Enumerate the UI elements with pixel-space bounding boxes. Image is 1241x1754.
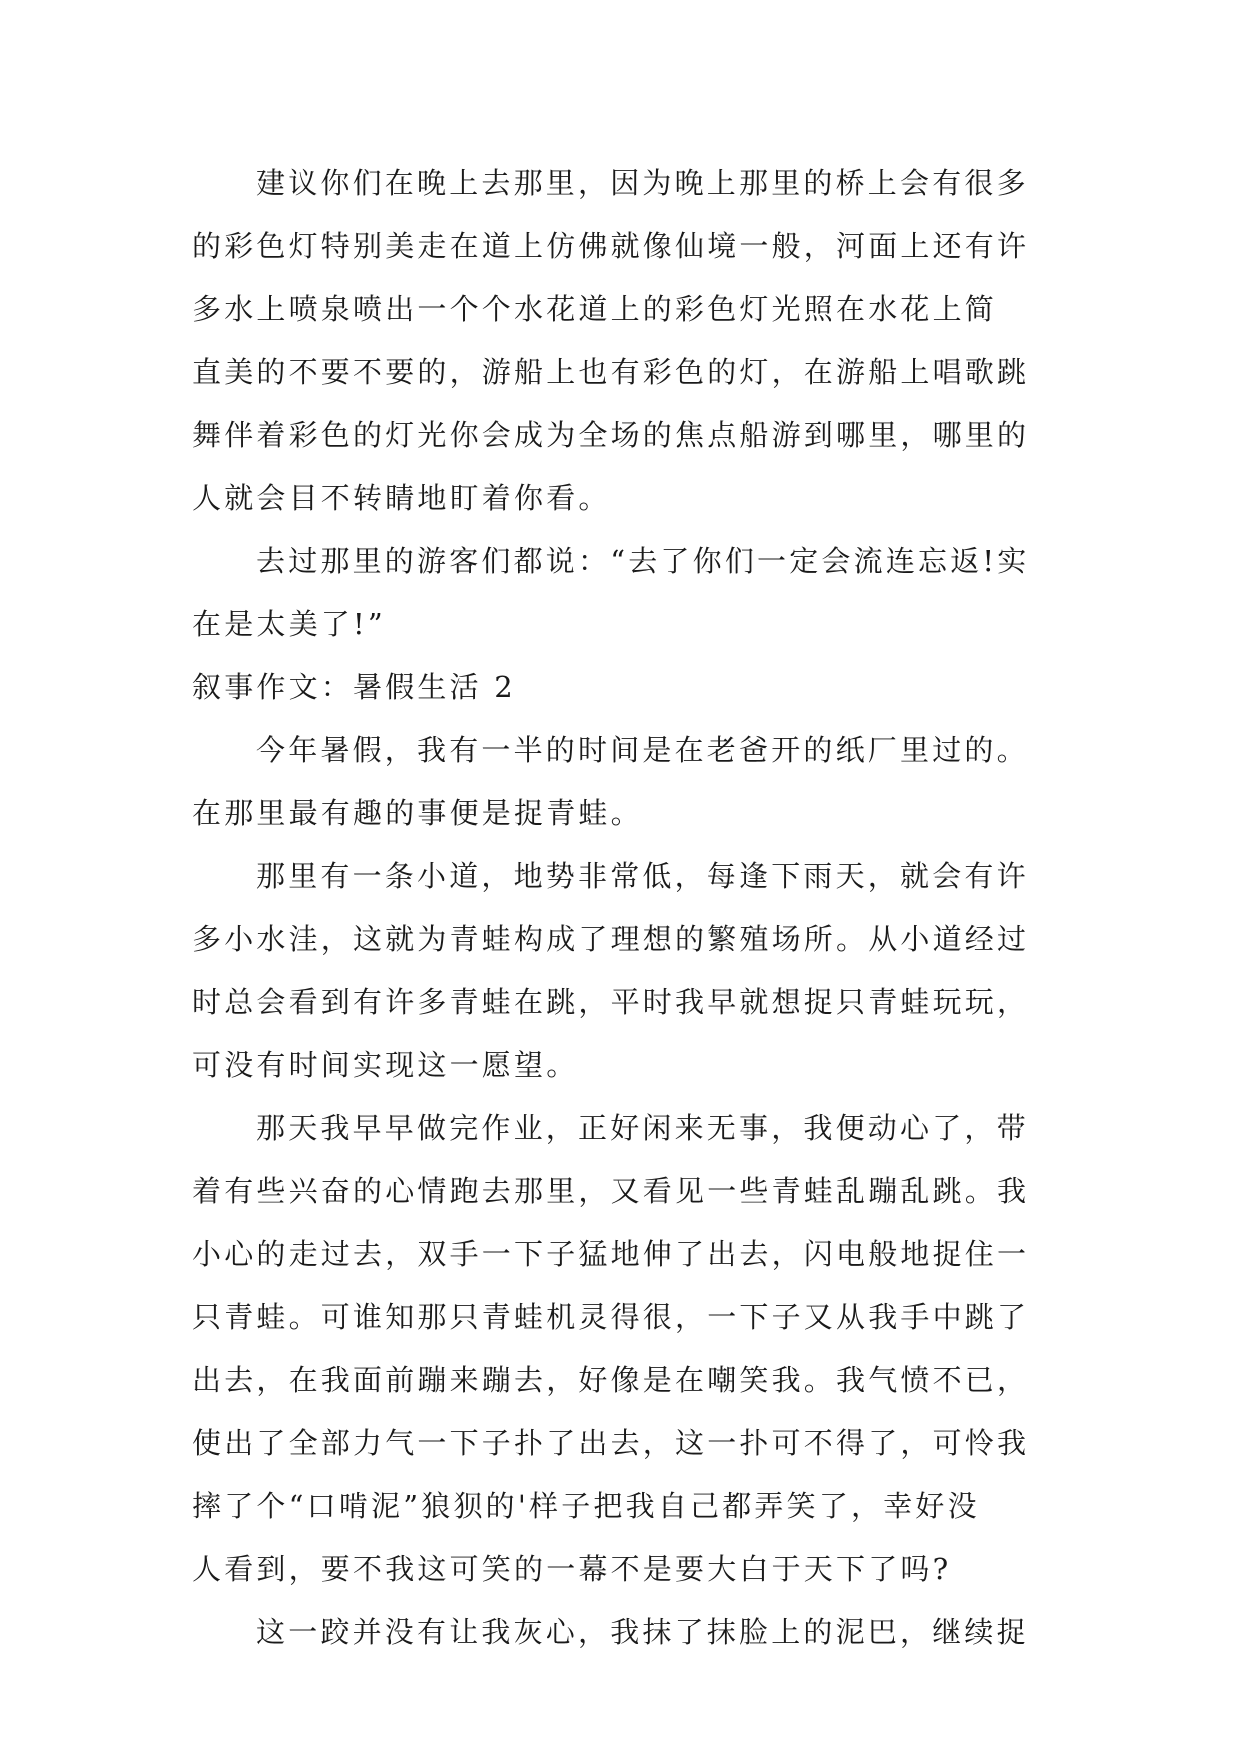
text-line: 人看到，要不我这可笑的一幕不是要大白于天下了吗? [192, 1552, 952, 1586]
text-line: 小心的走过去，双手一下子猛地伸了出去，闪电般地捉住一 [192, 1237, 1030, 1271]
text-line: 多小水洼，这就为青蛙构成了理想的繁殖场所。从小道经过 [192, 922, 1030, 956]
text-line: 可没有时间实现这一愿望。 [192, 1048, 579, 1082]
text-line: 在那里最有趣的事便是捉青蛙。 [192, 796, 643, 830]
text-line: 多水上喷泉喷出一个个水花道上的彩色灯光照在水花上简 [192, 292, 998, 326]
text-line: 出去，在我面前蹦来蹦去，好像是在嘲笑我。我气愤不已， [192, 1363, 1030, 1397]
text-line: 只青蛙。可谁知那只青蛙机灵得很，一下子又从我手中跳了 [192, 1300, 1030, 1334]
text-line: 人就会目不转睛地盯着你看。 [192, 481, 611, 515]
text-line: 舞伴着彩色的灯光你会成为全场的焦点船游到哪里，哪里的 [192, 418, 1030, 452]
text-line: 时总会看到有许多青蛙在跳，平时我早就想捉只青蛙玩玩， [192, 985, 1030, 1019]
text-line: 去过那里的游客们都说：“去了你们一定会流连忘返!实 [256, 544, 1030, 578]
section-heading: 叙事作文：暑假生活 2 [192, 670, 516, 704]
text-line: 那天我早早做完作业，正好闲来无事，我便动心了，带 [256, 1111, 1029, 1145]
text-line: 今年暑假，我有一半的时间是在老爸开的纸厂里过的。 [256, 733, 1029, 767]
text-line: 建议你们在晚上去那里，因为晚上那里的桥上会有很多 [256, 166, 1029, 200]
text-line: 使出了全部力气一下子扑了出去，这一扑可不得了，可怜我 [192, 1426, 1030, 1460]
text-line: 的彩色灯特别美走在道上仿佛就像仙境一般，河面上还有许 [192, 229, 1030, 263]
text-line: 摔了个“口啃泥”狼狈的'样子把我自己都弄笑了，幸好没 [192, 1489, 980, 1523]
text-line: 在是太美了!” [192, 607, 386, 641]
text-line: 着有些兴奋的心情跑去那里，又看见一些青蛙乱蹦乱跳。我 [192, 1174, 1030, 1208]
text-line: 那里有一条小道，地势非常低，每逢下雨天，就会有许 [256, 859, 1029, 893]
text-line: 这一跤并没有让我灰心，我抹了抹脸上的泥巴，继续捉 [256, 1615, 1029, 1649]
text-line: 直美的不要不要的，游船上也有彩色的灯，在游船上唱歌跳 [192, 355, 1030, 389]
